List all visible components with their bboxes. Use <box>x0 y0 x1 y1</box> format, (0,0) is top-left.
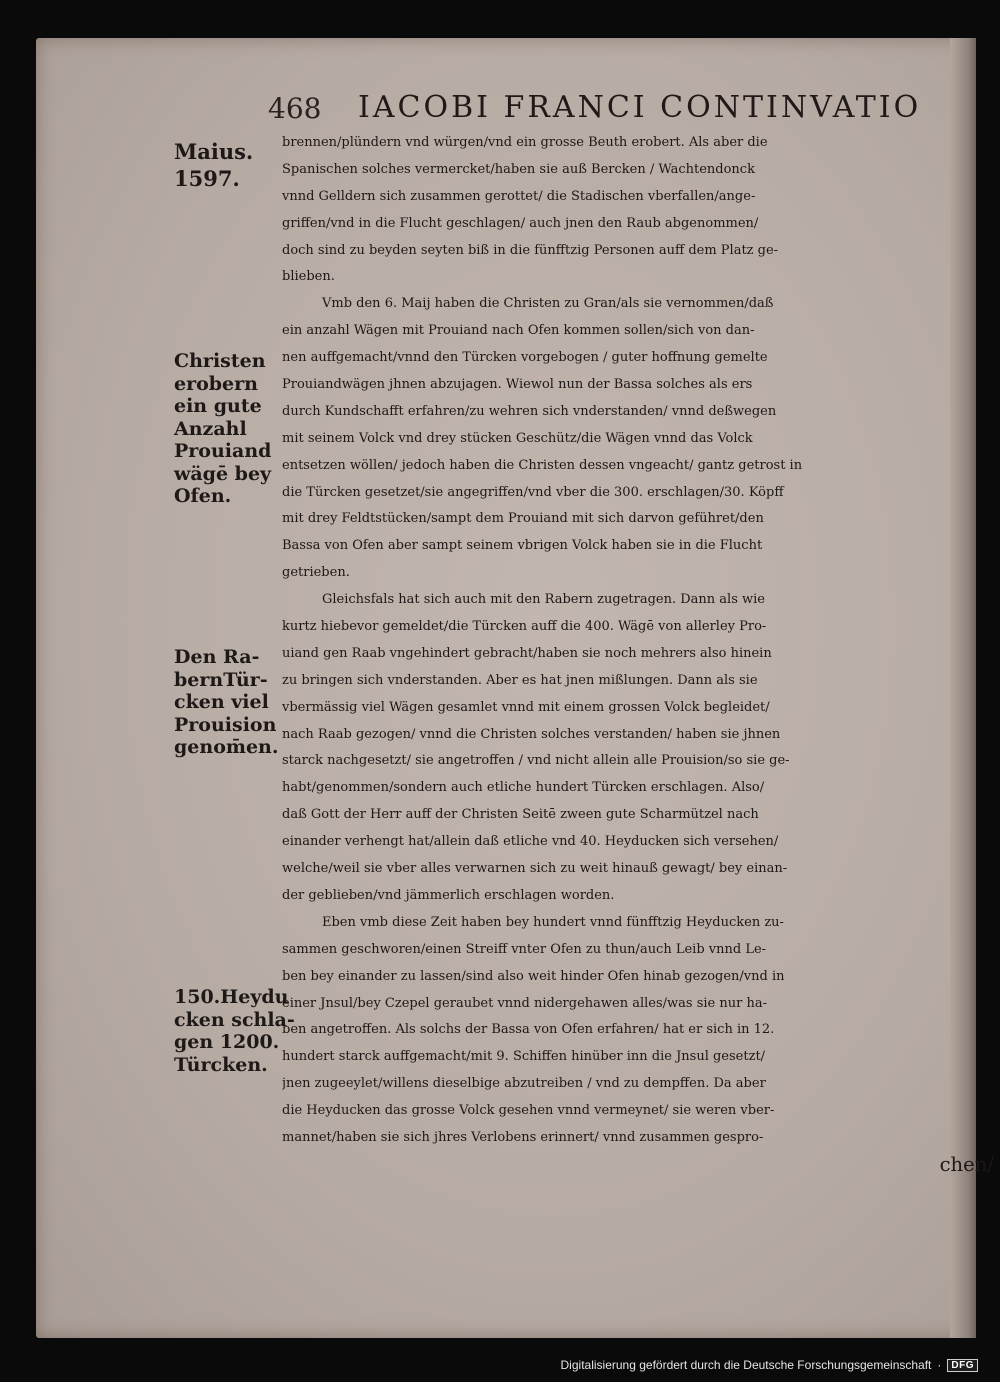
margin-note-date: Maius. 1597. <box>174 139 254 191</box>
dfg-logo-icon: DFG <box>947 1359 978 1372</box>
page-header <box>36 90 976 134</box>
margin-note-heyducken: 150.Heydu cken schla- gen 1200. Türcken. <box>174 986 295 1076</box>
margin-note-christen: Christen erobern ein gute Anzahl Prouiand wägē bey Ofen. <box>174 350 272 507</box>
digitization-footer: Digitalisierung gefördert durch die Deutsche Forschungsgemeinschaft · DFG <box>561 1358 978 1372</box>
margin-note-rabern: Den Ra- bernTür- cken viel Prouision genom̄en. <box>174 646 279 758</box>
paragraph-1: brennen/plündern vnd würgen/vnd ein grosse Beuth erobert. Als aber die Spanischen solches vermercket/haben sie auß Bercken / Wachtendonck vnnd Gelldern sich zusammen gerottet/ die Stadischen vberfallen/ange- griffen/vnd in die Flucht geschlagen/ auch jnen den Raub abgenommen/ doch sind zu beyden seyten biß in die fünfftzig Personen auff dem Platz ge- blieben. <box>282 135 779 285</box>
catchword: chen/ <box>939 1152 994 1176</box>
page-number: 468 <box>268 92 322 125</box>
paragraph-4: Eben vmb diese Zeit haben bey hundert vnnd fünfftzig Heyducken zu- sammen geschworen/einen Streiff vnter Ofen zu thun/auch Leib vnnd Le- ben bey einander zu lassen/sind also weit hinder Ofen hinab gezogen/vnd in einer Jnsul/bey Czepel geraubet vnnd nidergehawen alles/was sie nur ha- ben angetroffen. Als solchs der Bassa von Ofen erfahren/ hat er sich in 12. hundert starck auffgemacht/mit 9. Schiffen hinüber inn die Jnsul gesetzt/ jnen zugeeylet/willens dieselbige abzutreiben / vnd zu dempffen. Da aber die Heyducken das grosse Volck gesehen vnnd vermeynet/ sie weren vber- mannet/haben sie sich jhres Verlobens erinnert/ vnnd zusammen gespro- chen/ <box>282 910 1000 1179</box>
paragraph-2: Vmb den 6. Maij haben die Christen zu Gran/als sie vernommen/daß ein anzahl Wägen mit Prouiand nach Ofen kommen sollen/sich von dan- nen auffgemacht/vnnd den Türcken vorgebogen / guter hoffnung gemelte Prouiandwägen jhnen abzujagen. Wiewol nun der Bassa solches als ers durch Kundschafft erfahren/zu wehren sich vnderstanden/ vnnd deßwegen mit seinem Volck vnd drey stücken Geschütz/die Wägen vnnd das Volck entsetzen wöllen/ jedoch haben die Christen dessen vngeacht/ gantz getrost in die Türcken gesetzet/sie angegriffen/vnd vber die 300. erschlagen/30. Köpff mit drey Feldtstücken/sampt dem Prouiand mit sich darvon geführet/den Bassa von Ofen aber sampt seinem vbrigen Volck haben sie in die Flucht getrieben. <box>282 296 803 581</box>
paragraph-3: Gleichsfals hat sich auch mit den Rabern zugetragen. Dann als wie kurtz hiebevor gemeldet/die Türcken auff die 400. Wägē von allerley Pro- uiand gen Raab vngehindert gebracht/haben sie noch mehrers also hinein zu bringen sich vnderstanden. Aber es hat jnen mißlungen. Dann als sie vbermässig viel Wägen gesamlet vnnd mit einem grossen Volck begleidet/ nach Raab gezogen/ vnnd die Christen solches verstanden/ haben sie jhnen starck nachgesetzt/ sie angetroffen / vnd nicht allein alle Prouision/so sie ge- habt/genommen/sondern auch etliche hundert Türcken erschlagen. Also/ daß Gott der Herr auff der Christen Seitē zween gute Scharmützel nach einander verhengt hat/allein daß etliche vnd 40. Heyducken sich versehen/ welche/weil sie vber alles verwarnen sich zu weit hinauß gewagt/ bey einan- der geblieben/vnd jämmerlich erschlagen worden. <box>282 592 790 903</box>
main-text <box>282 130 1000 1179</box>
footer-credit: Digitalisierung gefördert durch die Deutsche Forschungsgemeinschaft <box>560 1358 932 1372</box>
book-page <box>36 38 994 1338</box>
running-title: IACOBI FRANCI CONTINVATIO <box>358 90 922 125</box>
